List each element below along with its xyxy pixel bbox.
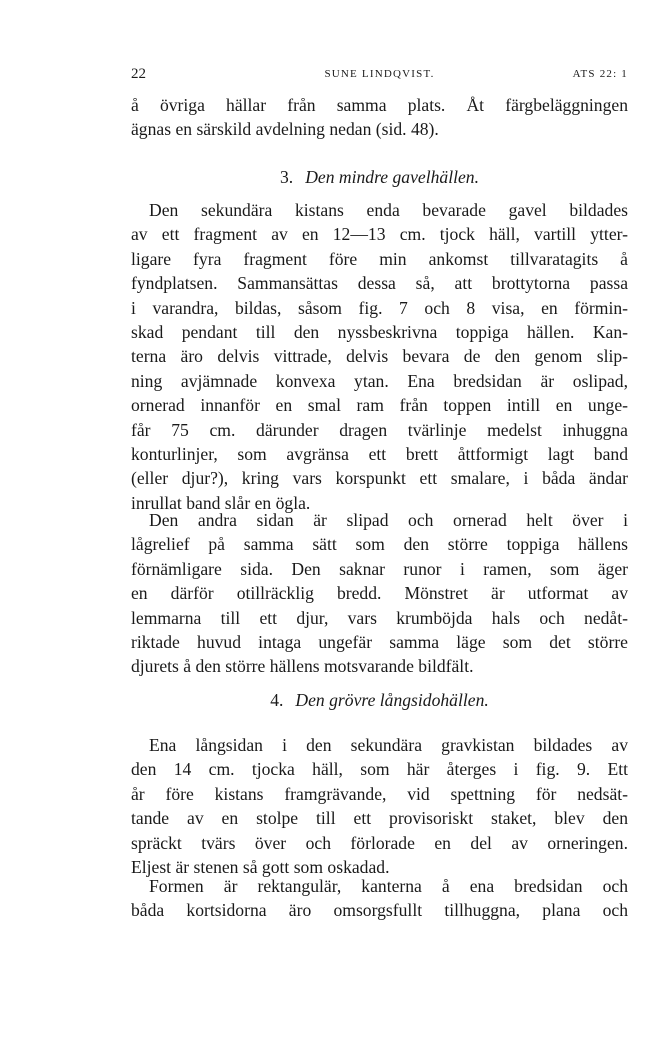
paragraph-long-side — [131, 733, 628, 879]
text-line: ornerad innanför en smal ram från toppen intill en unge- — [131, 395, 628, 416]
text-line: den 14 cm. tjocka häll, som här återges i fig. 9. Ett — [131, 759, 628, 780]
text-line: terna äro delvis vittrade, delvis bevara de den genom slip- — [131, 346, 628, 367]
text-line: tande av en stolpe till ett provisoriskt staket, blev den — [131, 808, 628, 829]
text-line: i varandra, bildas, såsom fig. 7 och 8 visa, en förmin- — [131, 297, 628, 318]
text-line: spräckt tvärs över och förlorade en del av orneringen. — [131, 832, 628, 853]
text-line: ägnas en särskild avdelning nedan (sid. 48). — [131, 119, 439, 140]
page-number: 22 — [131, 66, 146, 82]
text-line: förnämligare sida. Den saknar runor i ramen, som äger — [131, 558, 628, 579]
text-line: får 75 cm. därunder dragen tvärlinje medelst inhuggna — [131, 419, 628, 440]
section-title: Den mindre gavelhällen. — [305, 167, 479, 187]
text-line: konturlinjer, som avgränsa ett brett åttformigt lagt band — [131, 443, 628, 464]
paragraph-gable-description — [131, 198, 628, 515]
text-line: båda kortsidorna äro omsorgsfullt tillhuggna, plana och — [131, 900, 628, 921]
text-line: ligare fyra fragment före min ankomst tillvaratagits å — [131, 248, 628, 269]
text-line: ning avjämnade konvexa ytan. Ena bredsidan är oslipad, — [131, 370, 628, 391]
paragraph-form — [131, 874, 628, 923]
text-line: fyndplatsen. Sammansättas dessa så, att brottytorna passa — [131, 273, 628, 294]
section-heading-4 — [131, 688, 628, 712]
text-line: skad pendant till den nyssbeskrivna toppiga hällen. Kan- — [131, 321, 628, 342]
section-number: 3. — [280, 167, 294, 187]
series-reference: ATS 22: 1 — [572, 68, 628, 80]
text-line: (eller djur?), kring vars korspunkt ett smalare, i båda ändar — [131, 468, 628, 489]
text-line: av ett fragment av en 12—13 cm. tjock häll, vartill ytter- — [131, 224, 628, 245]
text-line: Den sekundära kistans enda bevarade gavel bildades — [149, 200, 628, 220]
text-line: lågrelief på samma sätt som den större toppiga hällens — [131, 534, 628, 555]
running-header — [131, 66, 628, 86]
paragraph-other-side — [131, 508, 628, 679]
text-line: Eljest är stenen så gott som oskadad. — [131, 856, 390, 877]
text-line: Den andra sidan är slipad och ornerad helt över i — [149, 510, 628, 530]
section-heading-3 — [131, 165, 628, 189]
text-line: djurets å den större hällens motsvarande bildfält. — [131, 656, 474, 677]
text-line: inrullat band slår en ögla. — [131, 492, 311, 513]
text-line: år före kistans framgrävande, vid spettning för nedsät- — [131, 783, 628, 804]
text-line: Ena långsidan i den sekundära gravkistan bildades av — [149, 735, 628, 755]
text-line: å övriga hällar från samma plats. Åt färgbeläggningen — [131, 95, 628, 115]
paragraph-continuation — [131, 93, 628, 142]
text-line: riktade huvud intaga ungefär samma läge som det större — [131, 631, 628, 652]
running-author: SUNE LINDQVIST. — [324, 68, 435, 80]
text-line: lemmarna till ett djur, vars krumböjda hals och nedåt- — [131, 607, 628, 628]
section-title: Den grövre långsidohällen. — [295, 690, 489, 710]
text-line: Formen är rektangulär, kanterna å ena bredsidan och — [149, 876, 628, 896]
section-number: 4. — [270, 690, 284, 710]
text-line: en därför otillräcklig bredd. Mönstret är utformat av — [131, 583, 628, 604]
